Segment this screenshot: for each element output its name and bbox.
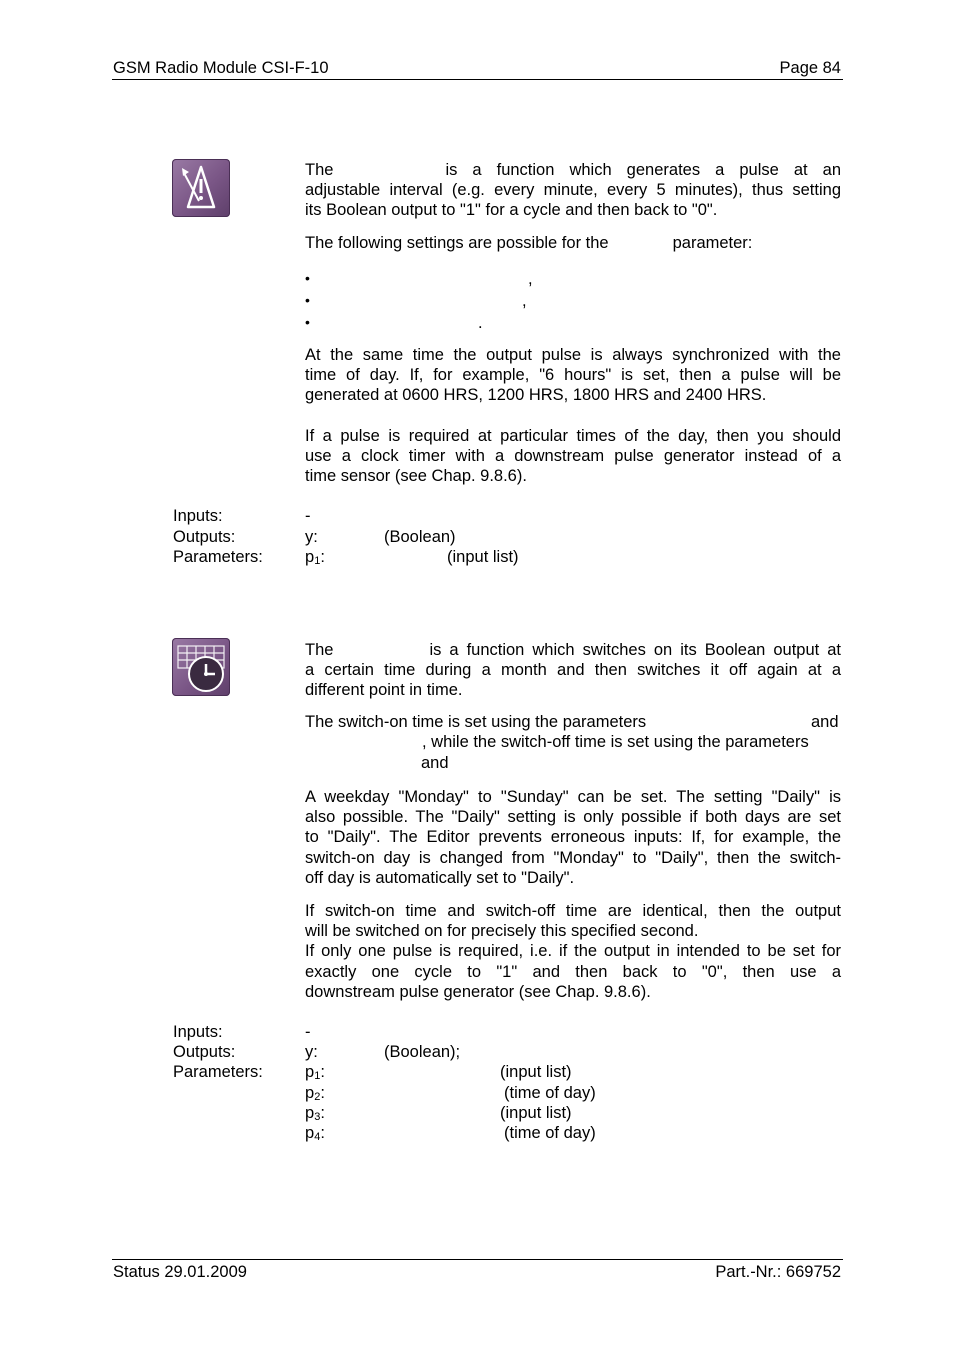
param2-p2-name: p <box>305 1084 315 1102</box>
parameters-label-2: Parameters: <box>173 1063 263 1081</box>
clock-line1: If a pulse is required at particular times of the day, then you should <box>305 427 841 445</box>
settings-intro-param: parameter: <box>672 234 753 252</box>
param-p1-type: (input list) <box>447 548 519 566</box>
clock-line2: use a clock timer with a downstream pulse generator instead of a <box>305 447 841 466</box>
switch-on-text: The switch-on time is set using the parameters <box>305 713 647 731</box>
section2-intro <box>305 640 841 701</box>
sync-line2: time of day. If, for example, "6 hours" is set, then a pulse will be <box>305 366 841 385</box>
inputs-value-2: - <box>305 1023 311 1041</box>
header-page-number: Page 84 <box>779 59 841 77</box>
metronome-icon <box>172 159 230 217</box>
weekday-line1: A weekday "Monday" to "Sunday" can be set. The setting "Daily" is <box>305 788 841 806</box>
intro2-rest: is a function which switches on its Boolean output at <box>429 641 841 659</box>
intro2-the: The <box>305 641 334 659</box>
param2-p3-sub: 3 <box>314 1111 321 1123</box>
intro-the: The <box>305 161 334 179</box>
switch-on-and: and <box>811 713 839 731</box>
bullet-1: • <box>305 270 310 286</box>
outputs-y-2: y: <box>305 1043 318 1061</box>
section1-intro <box>305 160 841 221</box>
inputs-label-2: Inputs: <box>173 1023 223 1041</box>
identical-time-paragraph <box>305 901 841 1002</box>
switch-off-text: , while the switch-off time is set using the parameters <box>422 733 809 751</box>
param2-p4-sub: 4 <box>314 1131 321 1143</box>
outputs-type: (Boolean) <box>384 528 456 546</box>
param-p1-colon: : <box>320 548 325 566</box>
outputs-type-2: (Boolean); <box>384 1043 461 1061</box>
header-rule <box>112 79 843 80</box>
switch-off-and: and <box>421 754 449 772</box>
parameters-label: Parameters: <box>173 548 263 566</box>
outputs-label-2: Outputs: <box>173 1043 236 1061</box>
param2-p1-type: (input list) <box>500 1063 572 1081</box>
settings-intro <box>305 234 752 253</box>
clock-line3: time sensor (see Chap. 9.8.6). <box>305 467 527 486</box>
param2-p2-colon: : <box>320 1084 325 1102</box>
intro-line2: adjustable interval (e.g. every minute, every 5 minutes), thus setting <box>305 181 841 200</box>
param2-p4-type: (time of day) <box>504 1124 596 1142</box>
param-p1-name: p <box>305 548 315 566</box>
param2-p4-colon: : <box>320 1124 325 1142</box>
weekday-paragraph <box>305 787 841 888</box>
sync-line1: At the same time the output pulse is always synchronized with the <box>305 346 841 364</box>
inputs-value: - <box>305 507 311 525</box>
param2-p3-type: (input list) <box>500 1104 572 1122</box>
bullet-2: • <box>305 292 310 308</box>
param2-p4 <box>305 1123 325 1147</box>
calendar-clock-icon <box>172 638 230 696</box>
intro-rest: is a function which generates a pulse at an <box>445 161 841 179</box>
param-p1-sub: 1 <box>314 555 321 567</box>
identical-line4: exactly one cycle to "1" and then back to "0", then use a <box>305 962 841 981</box>
intro-line3: its Boolean output to "1" for a cycle and then back to "0". <box>305 201 718 220</box>
param-p1 <box>305 547 325 571</box>
outputs-y: y: <box>305 528 318 546</box>
param2-p2-type: (time of day) <box>504 1084 596 1102</box>
outputs-label: Outputs: <box>173 528 236 546</box>
bullet-3: • <box>305 314 310 330</box>
param2-p3-colon: : <box>320 1104 325 1122</box>
inputs-label: Inputs: <box>173 507 223 525</box>
identical-line5: downstream pulse generator (see Chap. 9.8.6). <box>305 982 651 1001</box>
identical-line1: If switch-on time and switch-off time are identical, then the output <box>305 902 841 920</box>
weekday-line4: switch-on day is changed from "Monday" to "Daily", then the switch- <box>305 848 841 867</box>
bullet-2-tail: , <box>522 292 527 310</box>
settings-intro-text: The following settings are possible for the <box>305 234 609 252</box>
bullet-3-tail: . <box>478 314 483 332</box>
param2-p4-name: p <box>305 1124 315 1142</box>
weekday-line2: also possible. The "Daily" setting is only possible if both days are set <box>305 808 841 827</box>
identical-line3: If only one pulse is required, i.e. if the output in intended to be set for <box>305 942 841 961</box>
param2-p3-name: p <box>305 1104 315 1122</box>
footer-status: Status 29.01.2009 <box>113 1263 247 1281</box>
weekday-line5: off day is automatically set to "Daily". <box>305 868 575 887</box>
header-title: GSM Radio Module CSI-F-10 <box>113 59 329 77</box>
param2-p2-sub: 2 <box>314 1091 321 1103</box>
sync-paragraph <box>305 345 841 406</box>
param2-p1-colon: : <box>320 1063 325 1081</box>
sync-line3: generated at 0600 HRS, 1200 HRS, 1800 HRS and 2400 HRS. <box>305 386 767 405</box>
footer-part-number: Part.-Nr.: 669752 <box>715 1263 841 1281</box>
bullet-1-tail: , <box>528 270 533 288</box>
param2-p1-name: p <box>305 1063 315 1081</box>
intro2-line3: different point in time. <box>305 681 463 700</box>
footer-rule <box>112 1259 843 1260</box>
intro2-line2: a certain time during a month and then switches it off again at a <box>305 661 841 680</box>
identical-line2: will be switched on for precisely this specified second. <box>305 922 699 941</box>
param2-p1-sub: 1 <box>314 1070 321 1082</box>
clock-timer-paragraph <box>305 426 841 487</box>
weekday-line3: to "Daily". The Editor prevents erroneous inputs: If, for example, the <box>305 828 841 847</box>
